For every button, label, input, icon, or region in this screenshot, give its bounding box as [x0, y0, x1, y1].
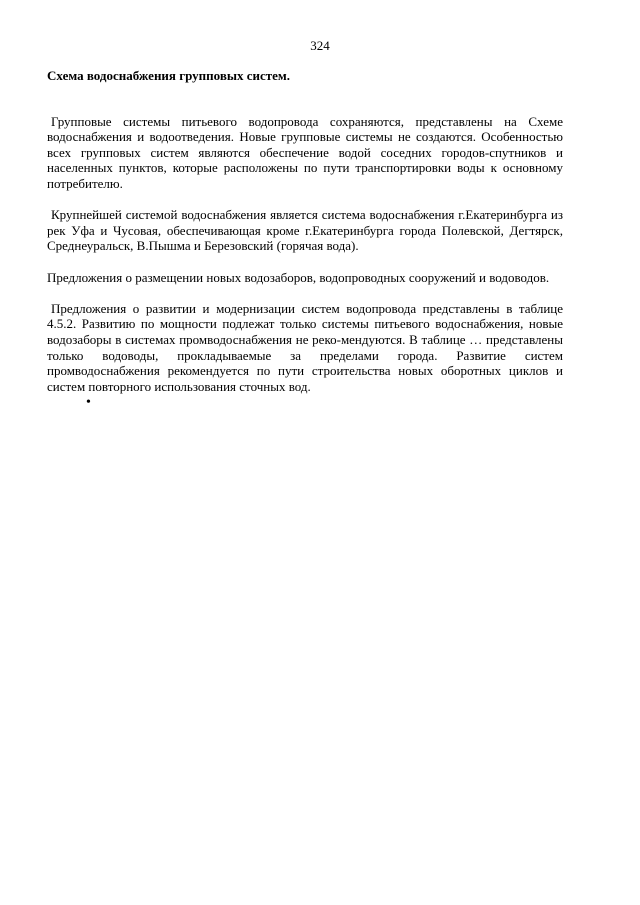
document-body: [47, 68, 563, 410]
paragraph-proposals-intakes: Предложения о размещении новых водозаборов, водопроводных сооружений и водоводов.: [47, 269, 550, 285]
paragraph-modernization: Предложения о развитии и модернизации систем водопровода представлены в таблице 4.5.2. Развитию по мощности подлежат только системы питьевого водоснабжения, новые водозаборы в системах промводоснабжения не реко-мендуются. В таблице … представлены только водоводы, прокладываемые за пределами города. Развитие систем промводоснабжения рекомендуется по пути строительства новых оборотных циклов и систем повторного использования сточных вод.: [47, 300, 563, 394]
section-heading: Схема водоснабжения групповых систем.: [47, 68, 291, 83]
paragraph-largest-system: Крупнейшей системой водоснабжения является система водоснабжения г.Екатеринбурга из рек Уфа и Чусовая, обеспечивающая кроме г.Екатеринбурга города Полевской, Дегтярск, Среднеуральск, В.Пышма и Березовский (горячая вода).: [47, 207, 563, 254]
paragraph-group-systems: Групповые системы питьевого водопровода сохраняются, представлены на Схеме водоснабжения и водоотведения. Новые групповые системы не создаются. Особенностью всех групповых систем являются обеспечение водой соседних городов-спутников и населенных пунктов, которые расположены по пути транспортировки воды к основному потребителю.: [47, 113, 563, 191]
bullet-marker: •: [86, 395, 91, 410]
page-number: 324: [310, 38, 330, 53]
